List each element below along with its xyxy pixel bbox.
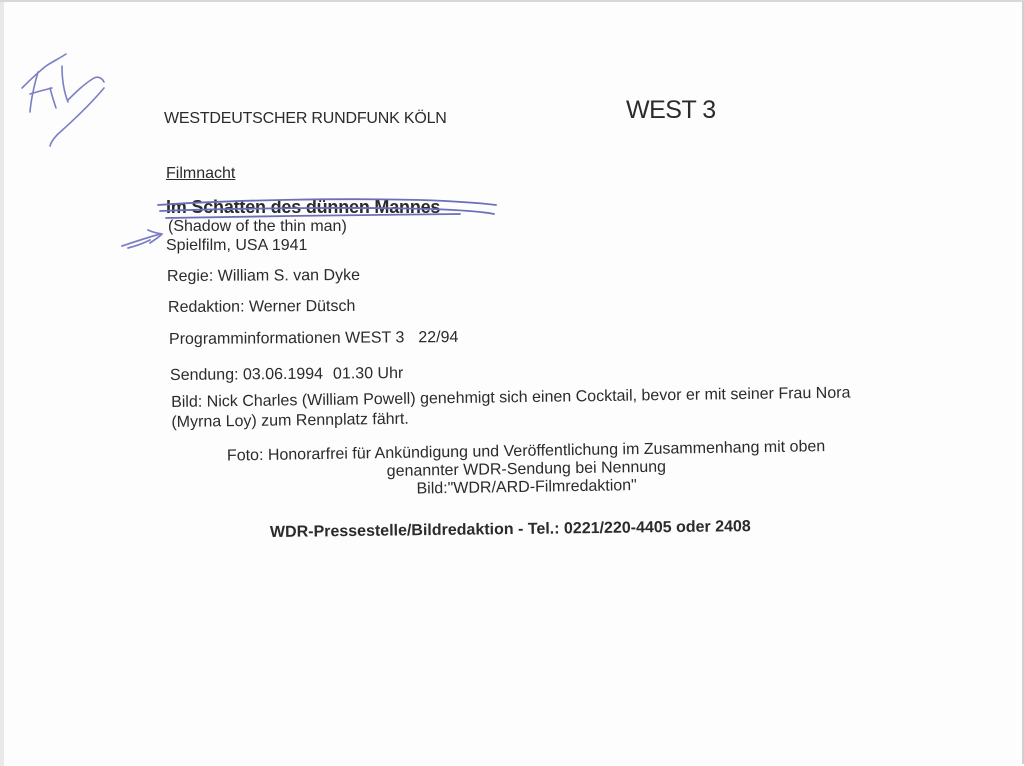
press-contact: WDR-Pressestelle/Bildredaktion - Tel.: 0221/220-4405 oder 2408	[269, 518, 751, 541]
film-title-block	[166, 197, 440, 217]
photo-note-line-2: genannter WDR-Sendung bei Nennung	[386, 458, 667, 481]
program-info: Programminformationen WEST 3	[168, 329, 405, 348]
document-content	[0, 2, 1024, 766]
editor-line: Redaktion: Werner Dütsch	[167, 297, 356, 316]
program-info-line	[169, 329, 459, 349]
broadcast-date: Sendung: 03.06.1994	[169, 365, 324, 384]
film-type: Spielfilm, USA 1941	[166, 237, 308, 254]
sender-name: WESTDEUTSCHER RUNDFUNK KÖLN	[164, 110, 447, 127]
broadcast-line	[170, 365, 403, 385]
photo-caption: Bild: Nick Charles (William Powell) genehmigt sich einen Cocktail, bevor er mit seiner Frau Nora (Myrna Loy) zum Rennplatz fährt.	[171, 384, 851, 431]
channel-name: WEST 3	[626, 96, 716, 124]
broadcast-time: 01.30 Uhr	[332, 364, 404, 383]
film-title: Im Schatten des dünnen Mannes	[166, 197, 441, 217]
photo-note-line-1: Foto: Honorarfrei für Ankündigung und Veröffentlichung im Zusammenhang mit oben	[226, 438, 826, 465]
original-title: (Shadow of the thin man)	[168, 218, 347, 235]
photo-rights-note	[196, 438, 857, 502]
section-title: Filmnacht	[166, 165, 236, 182]
program-issue: 22/94	[418, 328, 459, 347]
photo-note-line-3: Bild:"WDR/ARD-Filmredaktion"	[416, 477, 637, 498]
director-line: Regie: William S. van Dyke	[166, 266, 360, 285]
